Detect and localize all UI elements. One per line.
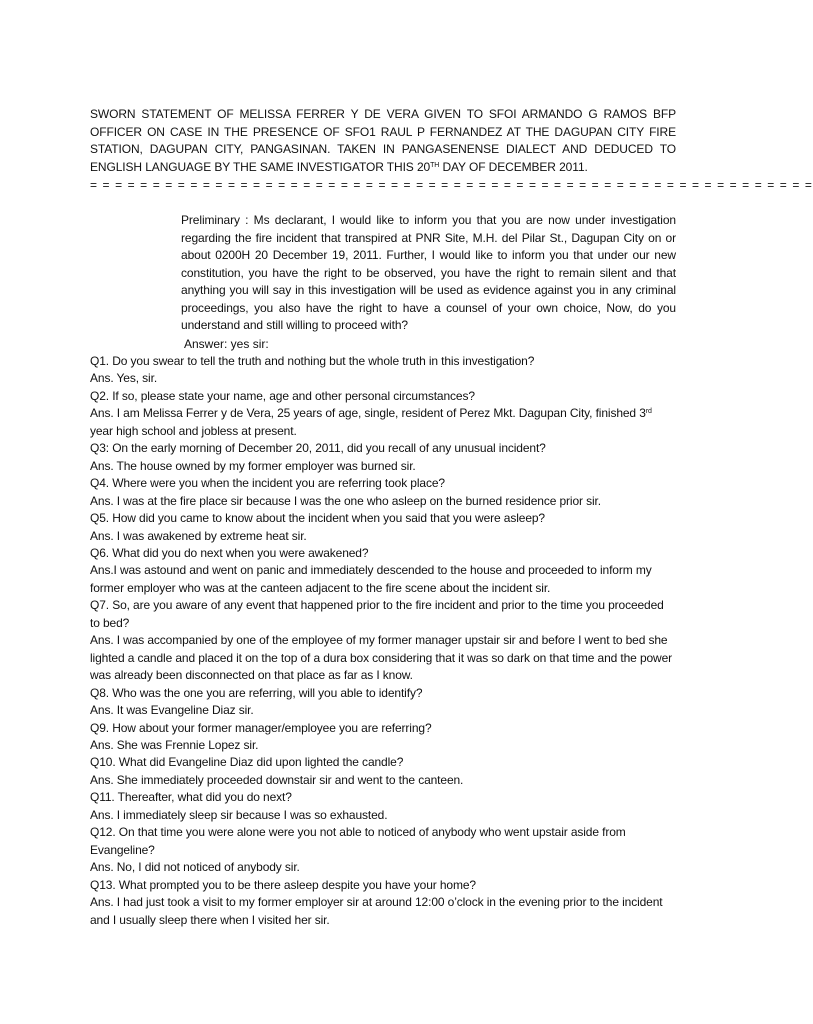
- title-text: SWORN STATEMENT OF MELISSA FERRER Y DE VERA GIVEN TO SFOI ARMANDO G RAMOS BFP OFFICER ON CASE IN THE PRESENCE OF SFO1 RAUL P FERNANDEZ AT THE DAGUPAN CITY FIRE STATION, DAGUPAN CITY, PANGASINAN. TAKEN IN PANGASENENSE DIALECT AND DEDUCED TO ENGLISH LANGUAGE BY THE SAME INVESTIGATOR THIS 20: [90, 107, 676, 174]
- title-text-end: DAY OF DECEMBER 2011.: [439, 159, 588, 174]
- statement-title: [90, 106, 676, 176]
- question-2: Q2. If so, please state your name, age and other personal circumstances?: [90, 388, 475, 403]
- answer-2-superscript: rd: [645, 408, 652, 416]
- title-superscript: TH: [430, 161, 440, 169]
- answer-1: Ans. Yes, sir.: [90, 371, 158, 386]
- answer-2-text: Ans. I am Melissa Ferrer y de Vera, 25 years of age, single, resident of Perez Mkt. Dagupan City, finished 3: [90, 406, 646, 421]
- question-11: Q11. Thereafter, what did you do next?: [90, 790, 292, 805]
- question-7: Q7. So, are you aware of any event that happened prior to the fire incident and prior to the time you proceeded to bed?: [90, 598, 664, 630]
- answer-11: Ans. I immediately sleep sir because I was so exhausted.: [90, 807, 388, 822]
- answer-9: Ans. She was Frennie Lopez sir.: [90, 737, 259, 752]
- question-1: Q1. Do you swear to tell the truth and nothing but the whole truth in this investigation?: [90, 354, 535, 368]
- preliminary-paragraph: Preliminary : Ms declarant, I would like to inform you that you are now under investigation regarding the fire incident that transpired at PNR Site, M.H. del Pilar St., Dagupan City on or about 0200H 20 December 19, 2011. Further, I would like to inform you that under our new constitution, you have the right to be observed, you have the right to remain silent and that anything you will say in this investigation will be used as evidence against you in any criminal proceedings, you also have the right to have a counsel of your own choice, Now, do you understand and still willing to proceed with?: [181, 213, 676, 332]
- separator-line: = = = = = = = = = = = = = = = = = = = = = = = = = = = = = = = = = = = = = = = = = = = = = = = = = = = = = = = = = =: [90, 178, 813, 192]
- answer-2: [90, 405, 676, 440]
- answer-2-text-end: year high school and jobless at present.: [90, 423, 297, 438]
- question-9: Q9. How about your former manager/employee you are referring?: [90, 720, 432, 735]
- question-4: Q4. Where were you when the incident you are referring took place?: [90, 476, 445, 491]
- answer-4: Ans. I was at the fire place sir because I was the one who asleep on the burned residence prior sir.: [90, 493, 601, 508]
- answer-3: Ans. The house owned by my former employer was burned sir.: [90, 458, 416, 473]
- answer-5: Ans. I was awakened by extreme heat sir.: [90, 528, 307, 543]
- answer-13: Ans. I had just took a visit to my former employer sir at around 12:00 o’clock in the evening prior to the incident and I usually sleep there when I visited her sir.: [90, 895, 663, 927]
- question-13: Q13. What prompted you to be there asleep despite you have your home?: [90, 877, 476, 892]
- answer-8: Ans. It was Evangeline Diaz sir.: [90, 703, 254, 718]
- answer-7: Ans. I was accompanied by one of the employee of my former manager upstair sir and before I went to bed she lighted a candle and placed it on the top of a dura box considering that it was so dark on that time and the power was already been disconnected on that place as far as I know.: [90, 633, 673, 683]
- question-12: Q12. On that time you were alone were you not able to noticed of anybody who went upstair aside from Evangeline?: [90, 825, 626, 857]
- question-6: Q6. What did you do next when you were awakened?: [90, 545, 369, 560]
- answer-12: Ans. No, I did not noticed of anybody sir.: [90, 860, 300, 875]
- answer-6: Ans.I was astound and went on panic and immediately descended to the house and proceeded to inform my former employer who was at the canteen adjacent to the fire scene about the incident sir.: [90, 563, 652, 595]
- preliminary-answer: Answer: yes sir:: [184, 337, 269, 351]
- answer-10: Ans. She immediately proceeded downstair sir and went to the canteen.: [90, 772, 464, 787]
- question-answer-section: [90, 353, 676, 929]
- question-5: Q5. How did you came to know about the incident when you said that you were asleep?: [90, 511, 545, 526]
- question-10: Q10. What did Evangeline Diaz did upon lighted the candle?: [90, 755, 404, 770]
- question-3: Q3: On the early morning of December 20, 2011, did you recall of any unusual incident?: [90, 441, 546, 456]
- question-8: Q8. Who was the one you are referring, will you able to identify?: [90, 685, 423, 700]
